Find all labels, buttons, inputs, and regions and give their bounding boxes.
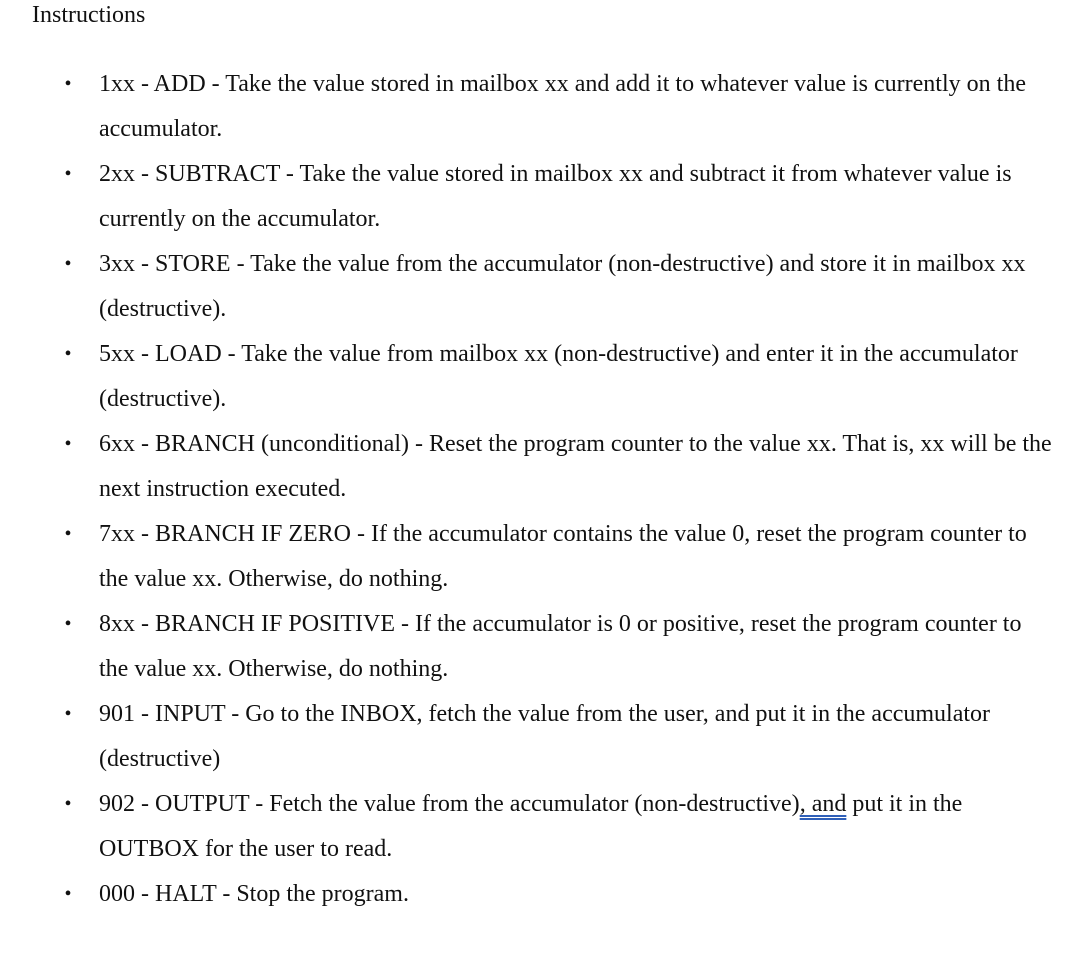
page-title: Instructions xyxy=(32,2,146,28)
list-item-text: 2xx - SUBTRACT - Take the value stored in mailbox xx and subtract it from whatever value is currently on the accumulator. xyxy=(99,161,1012,232)
grammar-squiggle[interactable]: , and xyxy=(799,791,847,817)
list-item-text: 5xx - LOAD - Take the value from mailbox xx (non-destructive) and enter it in the accumulator (destructive). xyxy=(99,341,1018,412)
bullet-icon: • xyxy=(64,433,72,455)
list-item-subtract xyxy=(0,152,1072,242)
list-item-add xyxy=(0,62,1072,152)
list-item-text: 901 - INPUT - Go to the INBOX, fetch the value from the user, and put it in the accumulator (destructive) xyxy=(99,701,991,772)
bullet-icon: • xyxy=(64,523,72,545)
list-item-load xyxy=(0,332,1072,422)
list-item-store xyxy=(0,242,1072,332)
bullet-icon: • xyxy=(64,253,72,275)
bullet-icon: • xyxy=(64,343,72,365)
list-item-text: 6xx - BRANCH (unconditional) - Reset the program counter to the value xx. That is, xx will be the next instruction executed. xyxy=(99,431,1052,502)
list-item-text: 7xx - BRANCH IF ZERO - If the accumulator contains the value 0, reset the program counter to the value xx. Otherwise, do nothing. xyxy=(99,521,1027,592)
list-item-branch-if-positive xyxy=(0,602,1072,692)
list-item-text: 000 - HALT - Stop the program. xyxy=(99,881,409,907)
instruction-list xyxy=(0,62,1072,917)
list-item-text-before: 902 - OUTPUT - Fetch the value from the accumulator (non-destructive) xyxy=(99,791,800,817)
bullet-icon: • xyxy=(64,163,72,185)
list-item-text: 8xx - BRANCH IF POSITIVE - If the accumulator is 0 or positive, reset the program counter to the value xx. Otherwise, do nothing. xyxy=(99,611,1022,682)
list-item-output xyxy=(0,782,1072,872)
list-item-text-after: put it in the OUTBOX for the user to read. xyxy=(99,791,963,862)
bullet-icon: • xyxy=(64,73,72,95)
bullet-icon: • xyxy=(64,703,72,725)
bullet-icon: • xyxy=(64,883,72,905)
list-item-text: 1xx - ADD - Take the value stored in mailbox xx and add it to whatever value is currently on the accumulator. xyxy=(99,71,1026,142)
list-item-branch xyxy=(0,422,1072,512)
bullet-icon: • xyxy=(64,613,72,635)
list-item-branch-if-zero xyxy=(0,512,1072,602)
bullet-icon: • xyxy=(64,793,72,815)
list-item-input xyxy=(0,692,1072,782)
list-item-text: 3xx - STORE - Take the value from the accumulator (non-destructive) and store it in mailbox xx (destructive). xyxy=(99,251,1026,322)
list-item-halt xyxy=(0,872,1072,917)
